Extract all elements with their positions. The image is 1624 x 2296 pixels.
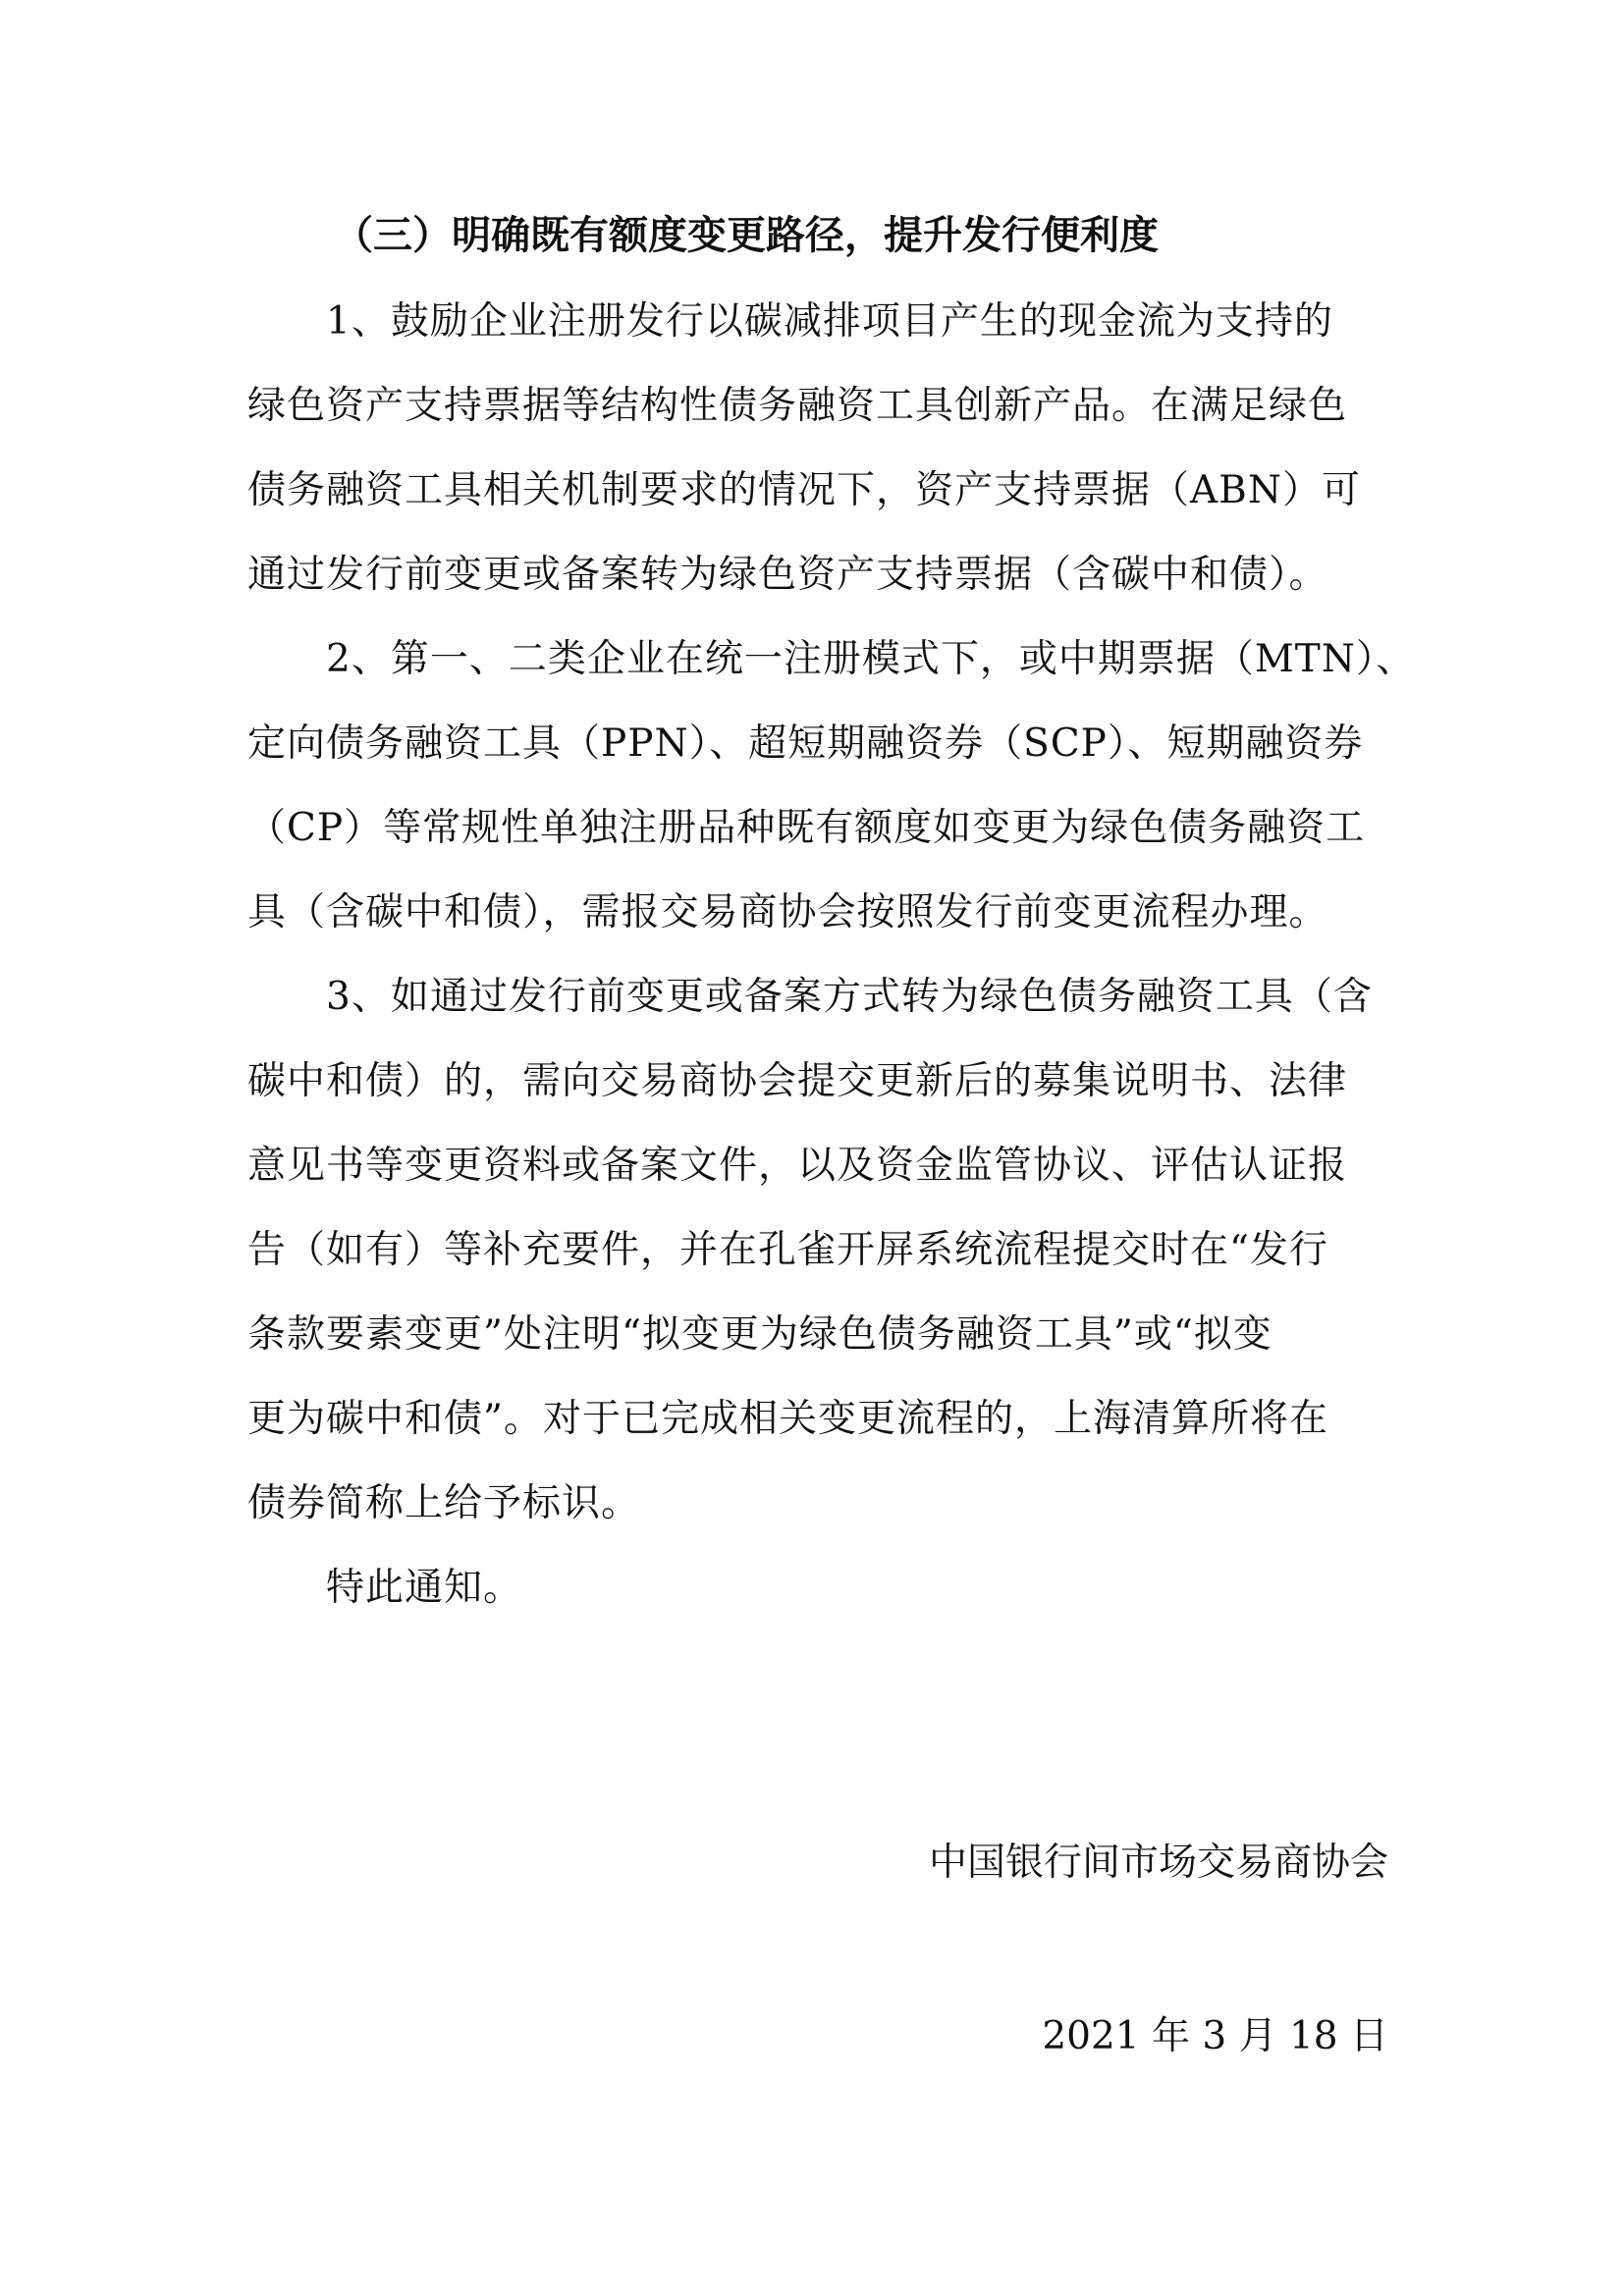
issuer-signature: 中国银行间市场交易商协会 <box>928 1841 1388 1885</box>
paragraph-1-line-3: 债务融资工具相关机制要求的情况下，资产支持票据（ABN）可 <box>247 468 1361 512</box>
paragraph-2-line-1: 2、第一、二类企业在统一注册模式下，或中期票据（MTN）、 <box>326 637 1416 681</box>
paragraph-1-line-1: 1、鼓励企业注册发行以碳减排项目产生的现金流为支持的 <box>326 299 1333 344</box>
paragraph-3-line-2: 碳中和债）的，需向交易商协会提交更新后的募集说明书、法律 <box>247 1059 1348 1103</box>
paragraph-3-line-3: 意见书等变更资料或备案文件，以及资金监管协议、评估认证报 <box>247 1144 1348 1188</box>
paragraph-1-line-2: 绿色资产支持票据等结构性债务融资工具创新产品。在满足绿色 <box>247 384 1348 428</box>
paragraph-3-line-4: 告（如有）等补充要件，并在孔雀开屏系统流程提交时在“发行 <box>247 1228 1328 1272</box>
paragraph-3-line-7: 债券简称上给予标识。 <box>247 1481 641 1525</box>
paragraph-1-line-4: 通过发行前变更或备案转为绿色资产支持票据（含碳中和债）。 <box>247 553 1328 597</box>
paragraph-2-line-3: （CP）等常规性单独注册品种既有额度如变更为绿色债务融资工 <box>247 806 1366 850</box>
paragraph-2-line-2: 定向债务融资工具（PPN）、超短期融资券（SCP）、短期融资券 <box>247 721 1364 766</box>
section-heading: （三）明确既有额度变更路径，提升发行便利度 <box>334 213 1159 258</box>
paragraph-3-line-5: 条款要素变更”处注明“拟变更为绿色债务融资工具”或“拟变 <box>247 1312 1272 1357</box>
closing-line: 特此通知。 <box>326 1566 523 1610</box>
paragraph-3-line-6: 更为碳中和债”。对于已完成相关变更流程的，上海清算所将在 <box>247 1397 1328 1441</box>
paragraph-2-line-4: 具（含碳中和债），需报交易商协会按照发行前变更流程办理。 <box>247 890 1328 934</box>
issue-date: 2021 年 3 月 18 日 <box>1042 2014 1388 2058</box>
paragraph-3-line-1: 3、如通过发行前变更或备案方式转为绿色债务融资工具（含 <box>326 975 1373 1019</box>
